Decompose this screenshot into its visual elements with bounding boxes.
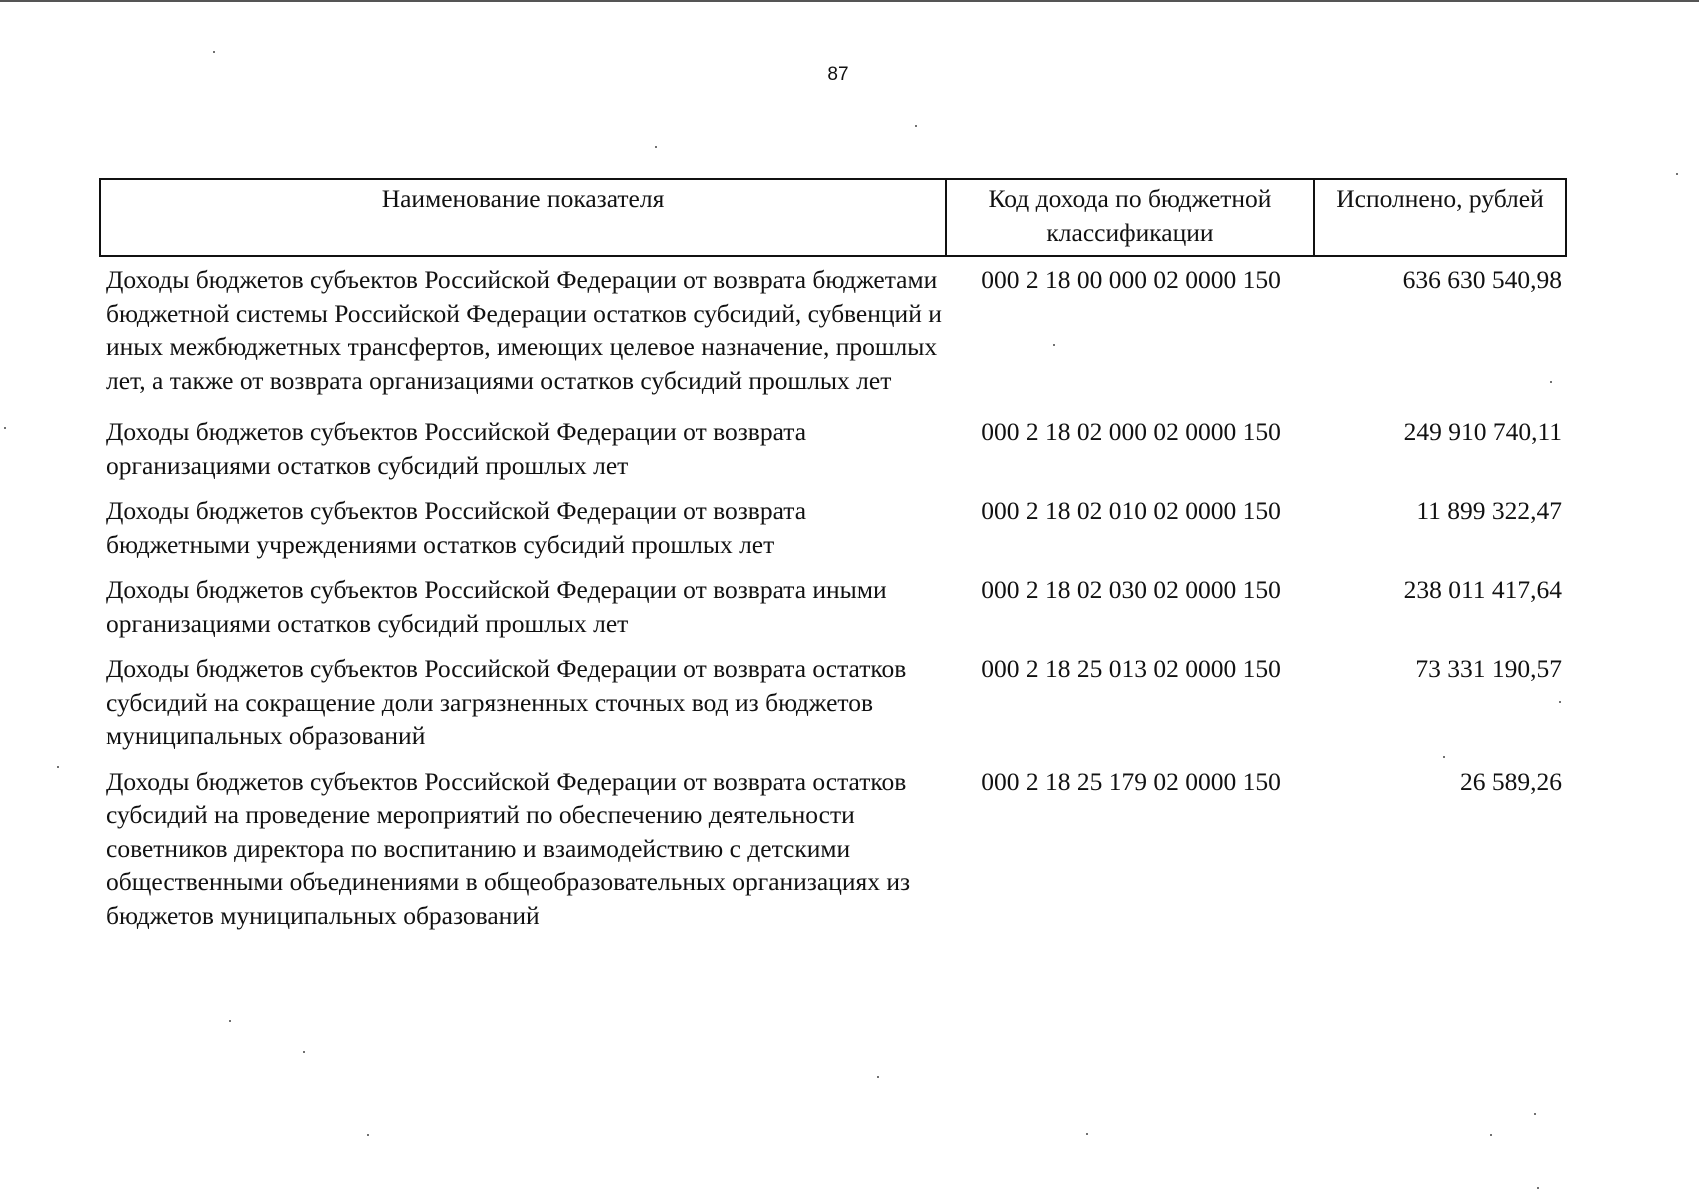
row-code: 000 2 18 02 030 02 0000 150 — [981, 575, 1281, 604]
scan-speck — [57, 766, 59, 768]
row-name: Доходы бюджетов субъектов Российской Федерации от возврата остатков субсидий на проведение мероприятий по обеспечению деятельности советников директора по воспитанию и взаимодействию с детскими общественными объединениями в общеобразовательных организациях из бюджетов муниципальных образований — [106, 766, 911, 930]
scan-speck — [1490, 1134, 1492, 1136]
scan-speck — [229, 1020, 231, 1022]
header-code: Код дохода по бюджетной классификации — [946, 179, 1314, 256]
table-row — [100, 765, 1566, 945]
scan-speck — [367, 1134, 369, 1136]
header-row — [100, 179, 1566, 256]
row-amount: 636 630 540,98 — [1402, 265, 1562, 294]
row-name: Доходы бюджетов субъектов Российской Федерации от возврата иными организациями остатков субсидий прошлых лет — [106, 575, 887, 638]
row-code: 000 2 18 25 013 02 0000 150 — [981, 654, 1281, 683]
scan-speck — [915, 125, 917, 127]
scan-speck — [1086, 1133, 1088, 1135]
row-amount: 249 910 740,11 — [1403, 417, 1562, 446]
row-amount: 238 011 417,64 — [1403, 575, 1562, 604]
header-amount: Исполнено, рублей — [1314, 179, 1566, 256]
row-amount: 26 589,26 — [1460, 766, 1562, 796]
scan-speck — [303, 1051, 305, 1053]
scan-speck — [655, 146, 657, 148]
scan-speck — [1559, 701, 1561, 703]
scan-speck — [1550, 381, 1552, 383]
table-row — [100, 494, 1566, 573]
table-row — [100, 573, 1566, 652]
row-name: Доходы бюджетов субъектов Российской Федерации от возврата бюджетами бюджетной системы Российской Федерации остатков субсидий, субвенций и иных межбюджетных трансфертов, имеющих целевое назначение, прошлых лет, а также от возврата организациями остатков субсидий прошлых лет — [106, 265, 942, 395]
row-code: 000 2 18 25 179 02 0000 150 — [981, 766, 1281, 796]
row-name: Доходы бюджетов субъектов Российской Федерации от возврата бюджетными учреждениями остатков субсидий прошлых лет — [106, 496, 807, 559]
scan-speck — [213, 51, 215, 53]
row-code: 000 2 18 02 010 02 0000 150 — [981, 496, 1281, 525]
revenue-table — [99, 178, 1567, 944]
scan-speck — [4, 427, 6, 429]
table-header — [100, 179, 1566, 256]
row-name: Доходы бюджетов субъектов Российской Федерации от возврата остатков субсидий на сокращение доли загрязненных сточных вод из бюджетов муниципальных образований — [106, 654, 907, 750]
table-row — [100, 256, 1566, 415]
scan-speck — [1676, 173, 1678, 175]
table-body — [100, 256, 1566, 944]
table-row — [100, 652, 1566, 765]
row-name: Доходы бюджетов субъектов Российской Федерации от возврата организациями остатков субсидий прошлых лет — [106, 417, 807, 480]
scan-speck — [1534, 1113, 1536, 1115]
row-amount: 73 331 190,57 — [1415, 654, 1562, 683]
row-amount: 11 899 322,47 — [1416, 496, 1562, 525]
row-code: 000 2 18 02 000 02 0000 150 — [981, 417, 1281, 446]
scan-speck — [877, 1076, 879, 1078]
table-row — [100, 415, 1566, 494]
scan-speck — [1537, 1187, 1539, 1189]
scan-speck — [1443, 756, 1445, 758]
header-name: Наименование показателя — [100, 179, 946, 256]
page-number: 87 — [827, 64, 849, 85]
scan-top-edge — [0, 0, 1699, 2]
row-code: 000 2 18 00 000 02 0000 150 — [981, 265, 1281, 294]
scan-speck — [1053, 344, 1055, 346]
